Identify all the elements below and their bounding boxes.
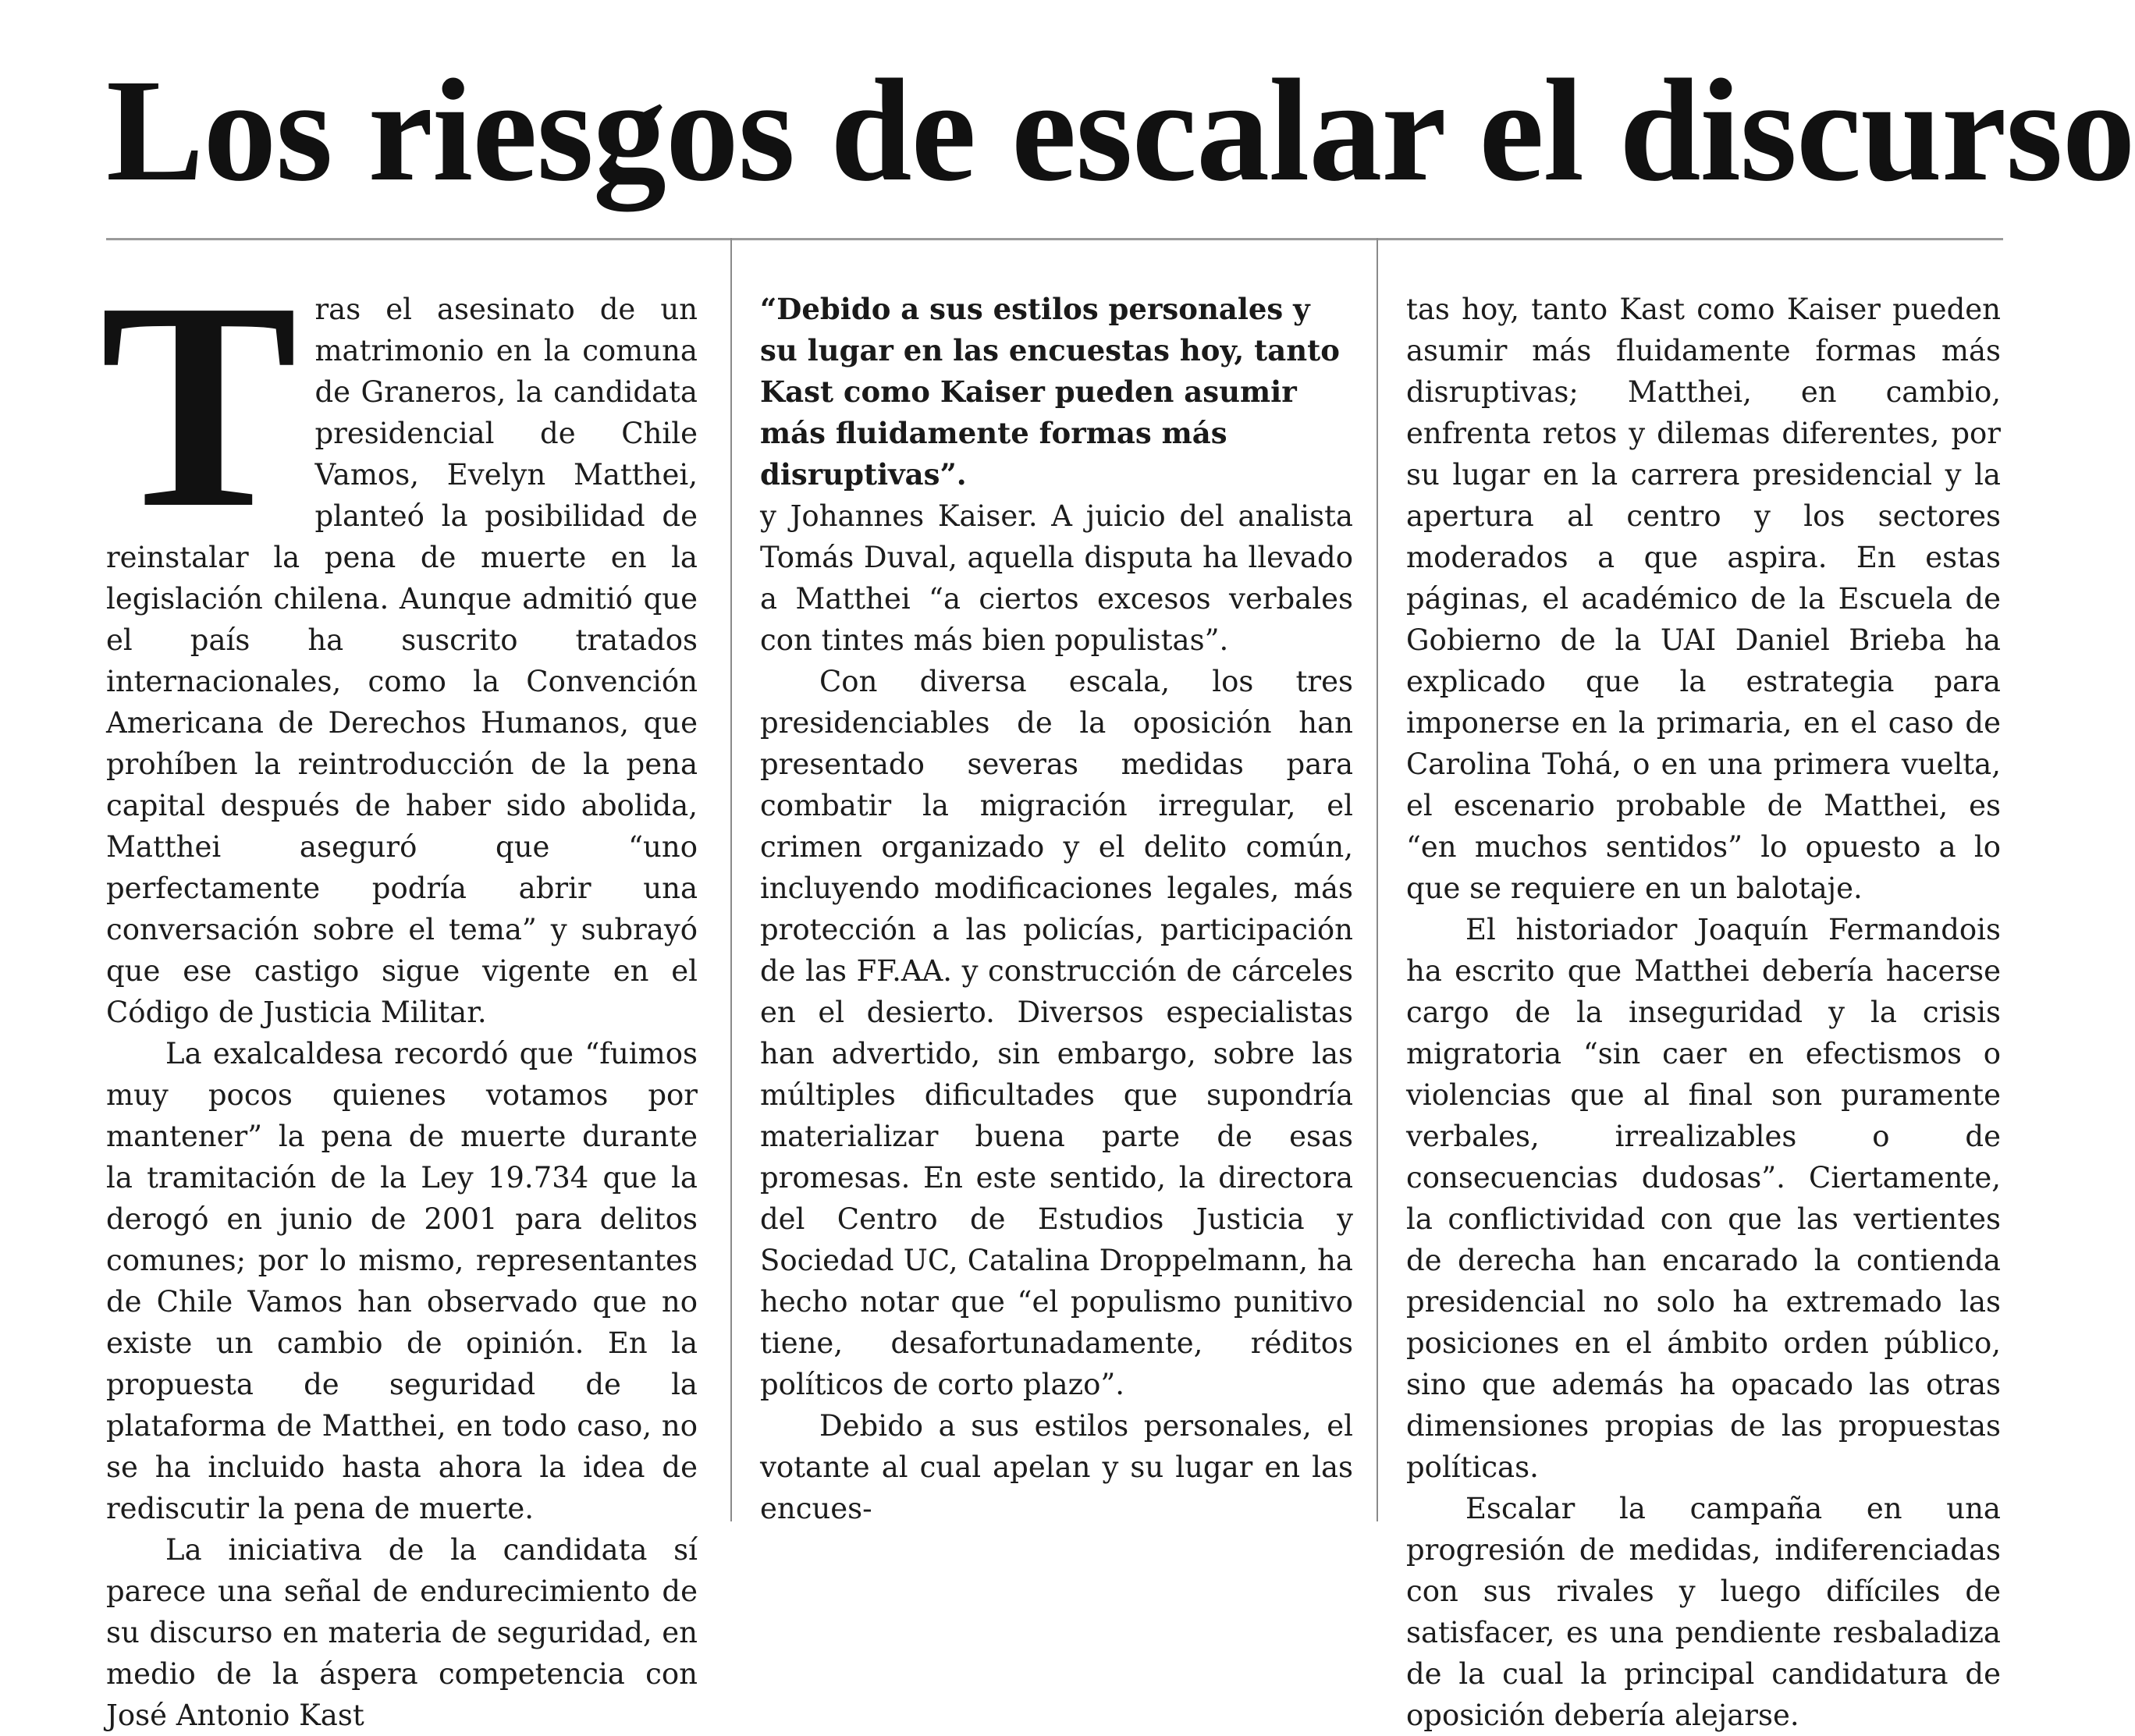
body-paragraph: La exalcaldesa recordó que “fuimos muy pocos quienes votamos por mantener” la pena de muerte durante la tramitación de la Ley 19.734 que la derogó en junio de 2001 para delitos comunes; por lo mismo, representantes de Chile Vamos han observado que no existe un cambio de opinión. En la propuesta de seguridad de la plataforma de Matthei, en todo caso, no se ha incluido hasta ahora la idea de rediscutir la pena de muerte. (106, 1037, 698, 1525)
body-paragraph: y Johannes Kaiser. A juicio del analista Tomás Duval, aquella disputa ha llevado a Matthei “a ciertos excesos verbales con tintes más bien populistas”. (760, 499, 1353, 657)
article-column-1 (100, 241, 698, 1732)
body-paragraph: Con diversa escala, los tres presidenciables de la oposición han presentado severas medidas para combatir la migración irregular, el crimen organizado y el delito común, incluyendo modificaciones legales, más protección a las policías, participación de las FF.AA. y construcción de cárceles en el desierto. Diversos especialistas han advertido, sin embargo, sobre las múltiples dificultades que supondría materializar buena parte de esas promesas. En este sentido, la directora del Centro de Estudios Justicia y Sociedad UC, Catalina Droppelmann, ha hecho notar que “el populismo punitivo tiene, desafortunadamente, réditos políticos de corto plazo”. (760, 665, 1353, 1401)
body-paragraph: Escalar la campaña en una progresión de medidas, indiferenciadas con sus rivales y luego difíciles de satisfacer, es una pendiente resbaladiza de la cual la principal candidatura de oposición debería alejarse. (1406, 1492, 2001, 1732)
article-column-3 (1406, 289, 2001, 1732)
headline: Los riesgos de escalar el discurso (106, 48, 2135, 211)
body-paragraph: tas hoy, tanto Kast como Kaiser pueden asumir más fluidamente formas más disruptivas; Matthei, en cambio, enfrenta retos y dilemas diferentes, por su lugar en la carrera presidencial y la apertura al centro y los sectores moderados a que aspira. En estas páginas, el académico de la Escuela de Gobierno de la UAI Daniel Brieba ha explicado que la estrategia para imponerse en la primaria, en el caso de Carolina Tohá, o en una primera vuelta, el escenario probable de Matthei, es “en muchos sentidos” lo opuesto a lo que se requiere en un balotaje. (1406, 293, 2001, 905)
column-divider-2 (1377, 238, 1378, 1521)
drop-cap: T (100, 241, 298, 570)
pull-quote: “Debido a sus estilos personales y su lugar en las encuestas hoy, tanto Kast como Kaiser pueden asumir más fluidamente formas más disruptivas”. (760, 292, 1340, 492)
body-paragraph: El historiador Joaquín Fermandois ha escrito que Matthei debería hacerse cargo de la inseguridad y la crisis migratoria “sin caer en efectismos o violencias que al final son puramente verbales, irrealizables o de consecuencias dudosas”. Ciertamente, la conflictividad con que las vertientes de derecha han encarado la contienda presidencial no solo ha extremado las posiciones en el ámbito orden público, sino que además ha opacado las otras dimensiones propias de las propuestas políticas. (1406, 913, 2001, 1484)
headline-divider (106, 238, 2003, 240)
body-paragraph: Debido a sus estilos personales, el votante al cual apelan y su lugar en las encues- (760, 1409, 1353, 1525)
body-paragraph: ras el asesinato de un matrimonio en la comuna de Graneros, la candidata presidencial de Chile Vamos, Evelyn Matthei, planteó la posibilidad de reinstalar la pena de muerte en la legislación chilena. Aunque admitió que el país ha suscrito tratados internacionales, como la Convención Americana de Derechos Humanos, que prohíben la reintroducción de la pena capital después de haber sido abolida, Matthei aseguró que “uno perfectamente podría abrir una conversación sobre el tema” y subrayó que ese castigo sigue vigente en el Código de Justicia Militar. (106, 293, 698, 1029)
column-divider-1 (730, 238, 732, 1521)
article-column-2 (760, 289, 1353, 1529)
body-paragraph: La iniciativa de la candidata sí parece una señal de endurecimiento de su discurso en materia de seguridad, en medio de la áspera competencia con José Antonio Kast (106, 1533, 698, 1732)
